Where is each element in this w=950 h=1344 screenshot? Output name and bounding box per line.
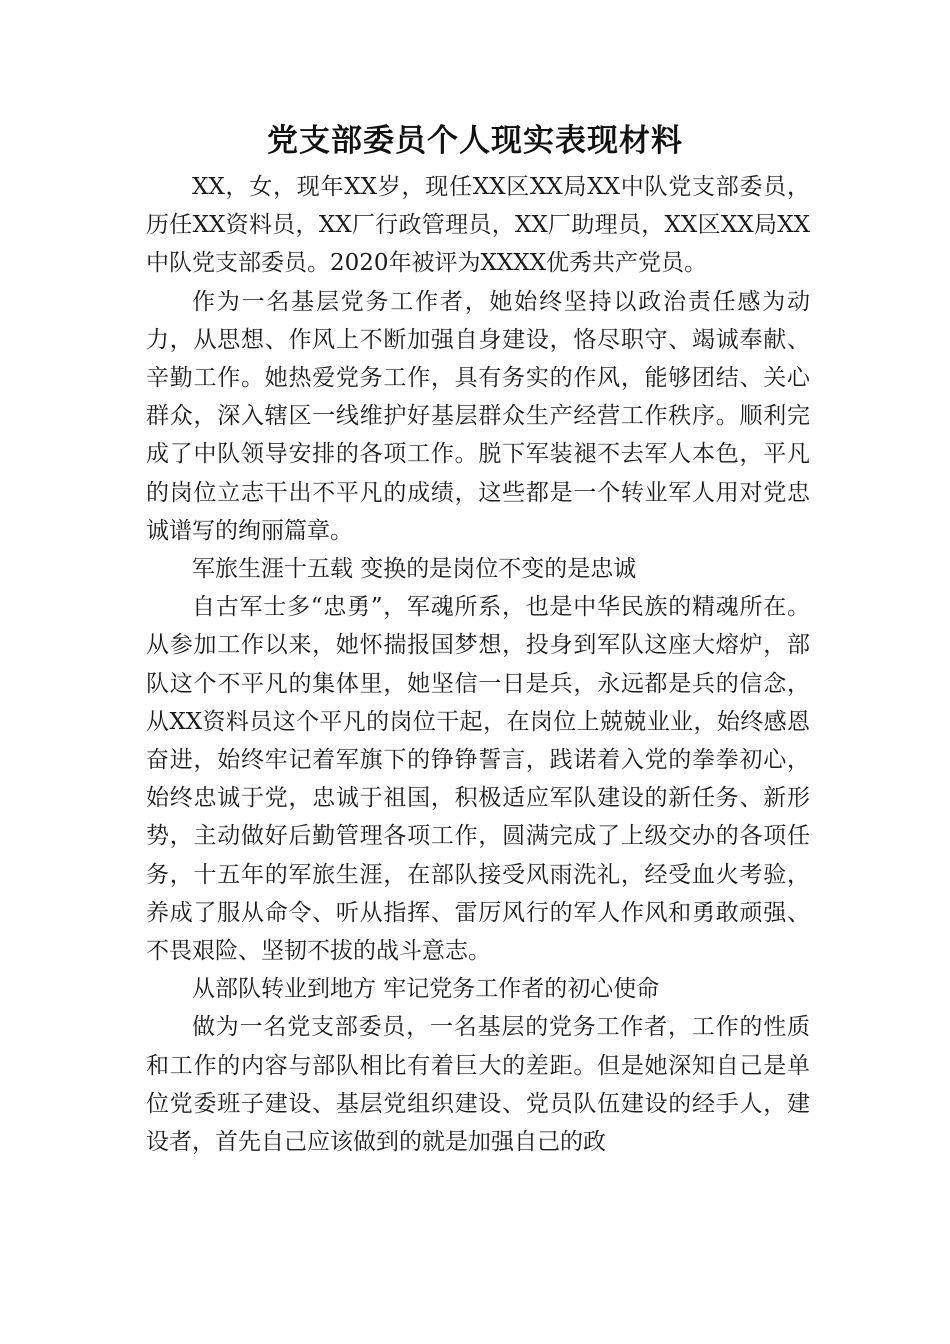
section-heading-military: 军旅生涯十五载 变换的是岗位不变的是忠诚 (192, 556, 637, 583)
paragraph-transfer: 做为一名党支部委员，一名基层的党务工作者，工作的性质和工作的内容与部队相比有着巨大的差距。但是她深知自己是单位党委班子建设、基层党组织建设、党员队伍建设的经手人，建设者，首先自己应该做到的就是加强自己的政 (146, 1014, 810, 1156)
document-body (146, 168, 810, 1161)
section-heading-transfer: 从部队转业到地方 牢记党务工作者的初心使命 (192, 976, 660, 1003)
paragraph-military: 自古军士多“忠勇”，军魂所系，也是中华民族的精魂所在。从参加工作以来，她怀揣报国梦想，投身到军队这座大熔炉，部队这个不平凡的集体里，她坚信一日是兵，永远都是兵的信念，从XX资料员这个平凡的岗位干起，在岗位上兢兢业业，始终感恩奋进，始终牢记着军旗下的铮铮誓言，践诺着入党的拳拳初心，始终忠诚于党，忠诚于祖国，积极适应军队建设的新任务、新形势，主动做好后勤管理各项工作，圆满完成了上级交办的各项任务，十五年的军旅生涯，在部队接受风雨洗礼，经受血火考验，养成了服从命令、听从指挥、雷厉风行的军人作风和勇敢顽强、不畏艰险、坚韧不拔的战斗意志。 (146, 594, 810, 965)
document-title: 党支部委员个人现实表现材料 (267, 123, 683, 159)
paragraph-intro: XX，女，现年XX岁，现任XX区XX局XX中队党支部委员，历任XX资料员，XX厂行政管理员，XX厂助理员，XX区XX局XX中队党支部委员。2020年被评为XXXX优秀共产党员。 (146, 174, 810, 277)
paragraph-role: 作为一名基层党务工作者，她始终坚持以政治责任感为动力，从思想、作风上不断加强自身建设，恪尽职守、竭诚奉献、辛勤工作。她热爱党务工作，具有务实的作风，能够团结、关心群众，深入辖区一线维护好基层群众生产经营工作秩序。顺利完成了中队领导安排的各项工作。脱下军装褪不去军人本色，平凡的岗位立志干出不平凡的成绩，这些都是一个转业军人用对党忠诚谱写的绚丽篇章。 (146, 288, 810, 544)
